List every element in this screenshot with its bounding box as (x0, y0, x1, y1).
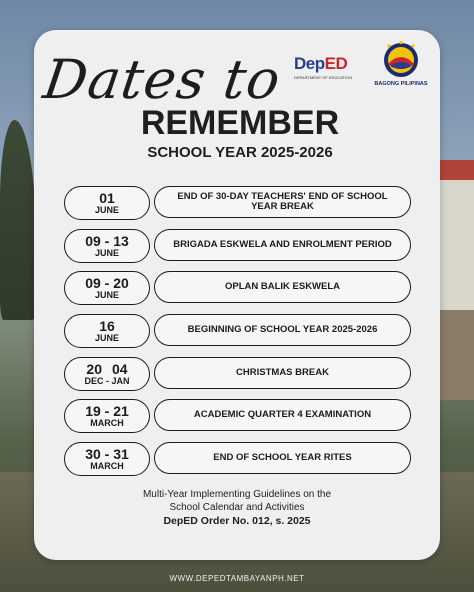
date-value: 09 - 13 (85, 232, 129, 249)
month-value: JUNE (94, 205, 119, 215)
website-url: WWW.DEPEDTAMBAYANPH.NET (169, 574, 305, 583)
footer-line-1: Multi-Year Implementing Guidelines on the (142, 489, 332, 500)
list-item (64, 314, 414, 348)
deped-order: DepED Order No. 012, s. 2025 (163, 515, 311, 527)
footer-line-2: School Calendar and Activities (169, 502, 305, 513)
list-item (64, 186, 414, 220)
deped-caption: DEPARTMENT OF EDUCATION (294, 75, 353, 80)
bagong-pilipinas-logo (372, 40, 430, 90)
background-tree (0, 120, 36, 320)
date-value-pair (86, 362, 127, 376)
date-value-end: 04 (112, 360, 128, 377)
month-value: DEC - JAN (84, 375, 130, 386)
month-value: MARCH (90, 418, 124, 429)
bagong-pilipinas-emblem-icon (372, 40, 430, 82)
list-item (64, 399, 414, 433)
date-value: 16 (99, 318, 115, 335)
bagong-pilipinas-caption: BAGONG PILIPINAS (374, 81, 428, 87)
month-value: JUNE (94, 247, 119, 258)
event-pill: END OF SCHOOL YEAR RITES (154, 442, 411, 474)
date-value: 01 (99, 190, 115, 206)
school-year-subtitle: SCHOOL YEAR 2025-2026 (147, 144, 333, 161)
month-value: JUNE (94, 333, 119, 344)
events-list (64, 186, 414, 485)
date-value: 30 - 31 (85, 446, 129, 463)
date-pill (64, 442, 150, 476)
event-pill: CHRISTMAS BREAK (154, 357, 411, 389)
deped-wordmark-ed: ED (324, 54, 348, 73)
date-pill (64, 186, 150, 220)
date-pill (64, 399, 150, 433)
list-item (64, 357, 414, 391)
event-pill: END OF 30-DAY TEACHERS' END OF SCHOOL YEAR BREAK (154, 186, 411, 218)
deped-wordmark-dep: Dep (294, 54, 325, 73)
background-building (434, 160, 474, 400)
event-pill: OPLAN BALIK ESKWELA (154, 271, 411, 303)
footer-reference (60, 488, 414, 529)
date-value: 19 - 21 (85, 403, 129, 420)
list-item (64, 271, 414, 305)
event-pill: ACADEMIC QUARTER 4 EXAMINATION (154, 399, 411, 431)
date-pill (64, 357, 150, 391)
month-value: JUNE (94, 290, 119, 301)
date-pill (64, 314, 150, 348)
date-pill (64, 271, 150, 305)
script-title: Dates to (39, 48, 285, 111)
event-pill: BRIGADA ESKWELA AND ENROLMENT PERIOD (154, 229, 411, 261)
month-value: MARCH (90, 461, 124, 472)
deped-wordmark (294, 54, 358, 74)
date-value: 09 - 20 (85, 275, 129, 292)
page-title: REMEMBER (140, 104, 340, 142)
date-pill (64, 229, 150, 263)
event-pill: BEGINNING OF SCHOOL YEAR 2025-2026 (154, 314, 411, 346)
list-item (64, 442, 414, 476)
list-item (64, 229, 414, 263)
date-value-start: 20 (86, 360, 102, 377)
deped-logo (294, 54, 358, 90)
